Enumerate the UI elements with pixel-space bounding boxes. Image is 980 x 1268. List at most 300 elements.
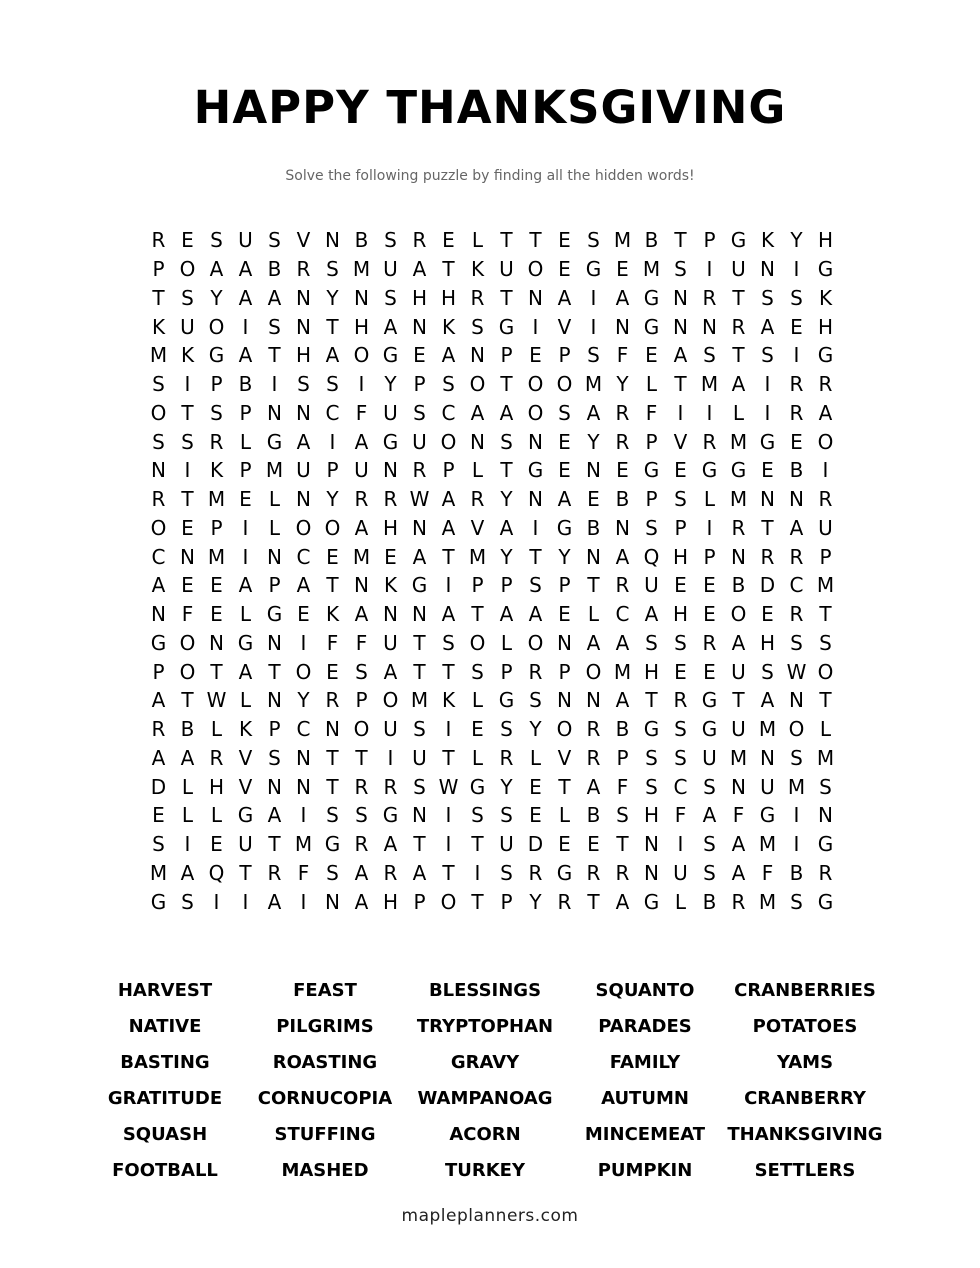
grid-letter: O xyxy=(208,314,225,339)
grid-letter: U xyxy=(180,314,195,339)
grid-letter: F xyxy=(355,400,368,425)
grid-letter: W xyxy=(438,774,459,799)
grid-letter: A xyxy=(412,257,427,282)
grid-letter: N xyxy=(615,314,630,339)
grid-letter: B xyxy=(180,717,195,742)
grid-letter: F xyxy=(645,400,658,425)
grid-letter: V xyxy=(470,515,485,540)
grid-letter: A xyxy=(789,515,804,540)
grid-letter: B xyxy=(615,717,630,742)
grid-letter: T xyxy=(152,285,165,310)
grid-letter: S xyxy=(529,688,542,713)
grid-letter: D xyxy=(150,774,167,799)
word-list-item: HARVEST xyxy=(117,979,213,1001)
grid-letter: O xyxy=(324,515,341,540)
grid-letter: Y xyxy=(297,688,310,713)
grid-letter: R xyxy=(499,745,514,770)
grid-letter: S xyxy=(674,257,687,282)
grid-letter: A xyxy=(325,343,340,368)
grid-letter: S xyxy=(152,429,165,454)
grid-letter: I xyxy=(474,860,481,885)
grid-letter: T xyxy=(268,343,281,368)
grid-letter: R xyxy=(296,257,311,282)
grid-letter: E xyxy=(703,602,716,627)
grid-letter: P xyxy=(616,745,629,770)
grid-letter: H xyxy=(643,803,660,828)
grid-letter: G xyxy=(643,717,660,742)
grid-letter: G xyxy=(411,573,428,598)
grid-letter: S xyxy=(500,803,513,828)
grid-letter: Y xyxy=(587,429,600,454)
grid-letter: L xyxy=(181,774,194,799)
grid-letter: T xyxy=(181,688,194,713)
grid-letter: R xyxy=(209,429,224,454)
grid-letter: S xyxy=(674,630,687,655)
grid-letter: I xyxy=(706,257,713,282)
grid-letter: R xyxy=(818,487,833,512)
grid-letter: R xyxy=(615,400,630,425)
grid-letter: K xyxy=(383,573,398,598)
grid-letter: U xyxy=(383,717,398,742)
grid-letter: G xyxy=(759,803,776,828)
grid-letter: W xyxy=(786,659,807,684)
grid-letter: N xyxy=(267,544,282,569)
grid-letter: P xyxy=(239,458,252,483)
word-list-item: PARADES xyxy=(598,1015,692,1037)
grid-letter: O xyxy=(527,257,544,282)
grid-letter: T xyxy=(587,573,600,598)
grid-letter: A xyxy=(238,343,253,368)
grid-letter: R xyxy=(818,372,833,397)
grid-letter: R xyxy=(586,717,601,742)
grid-letter: N xyxy=(151,458,166,483)
grid-letter: G xyxy=(266,429,283,454)
grid-letter: L xyxy=(819,717,832,742)
grid-letter: E xyxy=(703,659,716,684)
word-list-item: CRANBERRIES xyxy=(734,979,876,1001)
grid-letter: E xyxy=(587,487,600,512)
grid-letter: G xyxy=(266,602,283,627)
grid-letter: H xyxy=(382,889,399,914)
grid-letter: O xyxy=(469,372,486,397)
grid-letter: T xyxy=(355,745,368,770)
grid-letter: N xyxy=(267,774,282,799)
grid-letter: V xyxy=(557,314,572,339)
word-list-item: THANKSGIVING xyxy=(727,1123,883,1145)
grid-letter: A xyxy=(615,889,630,914)
grid-letter: R xyxy=(383,774,398,799)
grid-letter: F xyxy=(355,630,368,655)
grid-letter: A xyxy=(354,515,369,540)
grid-letter: N xyxy=(673,285,688,310)
grid-letter: E xyxy=(181,515,194,540)
grid-letter: S xyxy=(268,745,281,770)
grid-letter: N xyxy=(325,717,340,742)
grid-letter: T xyxy=(413,659,426,684)
grid-letter: E xyxy=(152,803,165,828)
grid-letter: E xyxy=(326,544,339,569)
grid-letter: Y xyxy=(500,774,513,799)
grid-letter: L xyxy=(268,515,281,540)
grid-letter: K xyxy=(238,717,253,742)
grid-letter: G xyxy=(208,343,225,368)
word-list-item: TRYPTOPHAN xyxy=(416,1015,554,1037)
grid-letter: A xyxy=(383,314,398,339)
grid-letter: A xyxy=(731,372,746,397)
grid-letter: N xyxy=(412,515,427,540)
grid-letter: E xyxy=(239,487,252,512)
grid-letter: E xyxy=(616,257,629,282)
grid-letter: C xyxy=(151,544,166,569)
instructions-subtitle: Solve the following puzzle by finding all the hidden words! xyxy=(285,168,695,184)
grid-letter: H xyxy=(353,314,370,339)
grid-letter: I xyxy=(184,832,191,857)
grid-letter: A xyxy=(296,429,311,454)
grid-letter: A xyxy=(702,803,717,828)
word-list-item: TURKEY xyxy=(444,1159,526,1181)
grid-letter: M xyxy=(410,688,429,713)
grid-letter: I xyxy=(532,515,539,540)
grid-letter: A xyxy=(238,285,253,310)
grid-letter: T xyxy=(819,688,832,713)
grid-letter: T xyxy=(500,228,513,253)
grid-letter: B xyxy=(354,228,369,253)
grid-letter: G xyxy=(382,803,399,828)
word-list-item: MINCEMEAT xyxy=(584,1123,706,1145)
grid-letter: G xyxy=(701,717,718,742)
grid-letter: G xyxy=(382,343,399,368)
grid-letter: R xyxy=(557,889,572,914)
grid-letter: N xyxy=(673,314,688,339)
word-list-item: ACORN xyxy=(449,1123,521,1145)
grid-letter: A xyxy=(441,602,456,627)
grid-letter: S xyxy=(471,659,484,684)
grid-letter: R xyxy=(702,285,717,310)
grid-letter: S xyxy=(529,573,542,598)
grid-letter: U xyxy=(731,659,746,684)
grid-letter: T xyxy=(181,400,194,425)
grid-letter: A xyxy=(267,889,282,914)
grid-letter: C xyxy=(615,602,630,627)
grid-letter: R xyxy=(789,602,804,627)
grid-letter: S xyxy=(616,803,629,828)
grid-letter: G xyxy=(527,458,544,483)
page-title: HAPPY THANKSGIVING xyxy=(193,81,787,134)
grid-letter: T xyxy=(268,832,281,857)
grid-letter: E xyxy=(674,659,687,684)
letter-grid xyxy=(144,226,840,916)
grid-letter: P xyxy=(471,573,484,598)
grid-letter: M xyxy=(729,745,748,770)
grid-letter: C xyxy=(789,573,804,598)
grid-letter: G xyxy=(585,257,602,282)
grid-letter: R xyxy=(731,515,746,540)
grid-letter: E xyxy=(645,343,658,368)
word-list-item: BLESSINGS xyxy=(428,979,542,1001)
grid-letter: V xyxy=(673,429,688,454)
grid-letter: W xyxy=(409,487,430,512)
grid-letter: A xyxy=(238,573,253,598)
grid-letter: L xyxy=(500,630,513,655)
grid-letter: G xyxy=(237,803,254,828)
grid-letter: S xyxy=(645,515,658,540)
grid-letter: S xyxy=(471,314,484,339)
grid-letter: A xyxy=(180,860,195,885)
grid-letter: T xyxy=(732,343,745,368)
grid-letter: T xyxy=(326,314,339,339)
grid-letter: M xyxy=(294,832,313,857)
word-list-item: YAMS xyxy=(776,1051,834,1073)
grid-letter: S xyxy=(819,774,832,799)
grid-letter: T xyxy=(616,832,629,857)
grid-letter: I xyxy=(793,257,800,282)
grid-letter: V xyxy=(238,774,253,799)
grid-letter: T xyxy=(442,860,455,885)
grid-letter: F xyxy=(616,774,629,799)
grid-letter: L xyxy=(239,688,252,713)
grid-letter: M xyxy=(700,372,719,397)
grid-letter: A xyxy=(731,832,746,857)
grid-letter: M xyxy=(758,832,777,857)
grid-letter: S xyxy=(703,860,716,885)
grid-letter: A xyxy=(731,860,746,885)
grid-letter: R xyxy=(702,630,717,655)
grid-letter: T xyxy=(500,372,513,397)
grid-letter: A xyxy=(412,544,427,569)
grid-letter: A xyxy=(151,573,166,598)
grid-letter: D xyxy=(527,832,544,857)
grid-letter: P xyxy=(500,343,513,368)
grid-letter: S xyxy=(181,429,194,454)
grid-letter: A xyxy=(383,832,398,857)
grid-letter: A xyxy=(354,889,369,914)
grid-letter: A xyxy=(818,400,833,425)
grid-letter: N xyxy=(731,774,746,799)
grid-letter: I xyxy=(445,803,452,828)
grid-letter: M xyxy=(729,429,748,454)
grid-letter: P xyxy=(500,573,513,598)
grid-letter: S xyxy=(442,630,455,655)
grid-letter: S xyxy=(703,343,716,368)
grid-letter: N xyxy=(354,285,369,310)
grid-letter: U xyxy=(731,717,746,742)
grid-letter: G xyxy=(643,285,660,310)
grid-letter: O xyxy=(295,659,312,684)
grid-letter: S xyxy=(790,745,803,770)
grid-letter: O xyxy=(527,372,544,397)
grid-letter: V xyxy=(557,745,572,770)
grid-letter: S xyxy=(645,745,658,770)
grid-letter: I xyxy=(793,803,800,828)
grid-letter: M xyxy=(149,343,168,368)
grid-letter: O xyxy=(817,429,834,454)
word-list-item: FEAST xyxy=(293,979,357,1001)
grid-letter: I xyxy=(242,889,249,914)
grid-letter: A xyxy=(615,544,630,569)
grid-letter: O xyxy=(179,630,196,655)
grid-letter: P xyxy=(645,487,658,512)
grid-letter: G xyxy=(817,257,834,282)
grid-letter: W xyxy=(206,688,227,713)
grid-letter: S xyxy=(790,285,803,310)
grid-letter: I xyxy=(300,803,307,828)
grid-letter: N xyxy=(325,889,340,914)
grid-letter: N xyxy=(296,745,311,770)
grid-letter: S xyxy=(558,400,571,425)
grid-letter: A xyxy=(209,257,224,282)
grid-letter: U xyxy=(412,745,427,770)
grid-letter: N xyxy=(760,487,775,512)
word-list-item: NATIVE xyxy=(128,1015,202,1037)
grid-letter: Y xyxy=(529,717,542,742)
grid-letter: B xyxy=(789,458,804,483)
grid-letter: L xyxy=(210,803,223,828)
grid-letter: S xyxy=(703,832,716,857)
grid-letter: Y xyxy=(210,285,223,310)
grid-letter: H xyxy=(411,285,428,310)
word-list-item: GRATITUDE xyxy=(107,1087,223,1109)
grid-letter: K xyxy=(151,314,166,339)
grid-letter: B xyxy=(789,860,804,885)
grid-letter: A xyxy=(731,630,746,655)
grid-letter: N xyxy=(789,688,804,713)
grid-letter: T xyxy=(471,832,484,857)
grid-letter: H xyxy=(440,285,457,310)
word-list-item: STUFFING xyxy=(274,1123,376,1145)
grid-letter: P xyxy=(268,717,281,742)
grid-letter: S xyxy=(587,343,600,368)
grid-letter: E xyxy=(442,228,455,253)
grid-letter: N xyxy=(557,630,572,655)
word-list-item: MASHED xyxy=(281,1159,369,1181)
grid-letter: S xyxy=(326,257,339,282)
grid-letter: G xyxy=(643,314,660,339)
grid-letter: E xyxy=(674,458,687,483)
grid-letter: U xyxy=(383,257,398,282)
grid-letter: T xyxy=(558,774,571,799)
grid-letter: R xyxy=(151,487,166,512)
grid-letter: H xyxy=(382,515,399,540)
grid-letter: F xyxy=(181,602,194,627)
grid-letter: C xyxy=(296,717,311,742)
grid-letter: H xyxy=(759,630,776,655)
word-list-item: FOOTBALL xyxy=(112,1159,218,1181)
grid-letter: R xyxy=(615,573,630,598)
grid-letter: U xyxy=(760,774,775,799)
grid-letter: N xyxy=(296,285,311,310)
grid-letter: G xyxy=(150,630,167,655)
grid-letter: S xyxy=(674,717,687,742)
grid-letter: E xyxy=(558,458,571,483)
word-list-item: ROASTING xyxy=(272,1051,378,1073)
grid-letter: P xyxy=(645,429,658,454)
word-list-item: PUMPKIN xyxy=(597,1159,693,1181)
grid-letter: K xyxy=(209,458,224,483)
grid-letter: T xyxy=(819,602,832,627)
grid-letter: N xyxy=(644,860,659,885)
grid-letter: A xyxy=(615,630,630,655)
grid-letter: M xyxy=(207,487,226,512)
grid-letter: H xyxy=(672,544,689,569)
grid-letter: N xyxy=(789,487,804,512)
grid-letter: S xyxy=(355,659,368,684)
grid-letter: I xyxy=(184,372,191,397)
grid-letter: M xyxy=(758,717,777,742)
grid-letter: L xyxy=(239,429,252,454)
grid-letter: Q xyxy=(208,860,225,885)
grid-letter: R xyxy=(383,860,398,885)
grid-letter: O xyxy=(817,659,834,684)
word-list-item: POTATOES xyxy=(752,1015,858,1037)
word-list-item: SETTLERS xyxy=(754,1159,856,1181)
grid-letter: A xyxy=(296,573,311,598)
grid-letter: B xyxy=(267,257,282,282)
grid-letter: A xyxy=(760,688,775,713)
grid-letter: R xyxy=(528,659,543,684)
grid-letter: T xyxy=(326,774,339,799)
grid-letter: U xyxy=(238,832,253,857)
grid-letter: C xyxy=(441,400,456,425)
grid-letter: G xyxy=(556,515,573,540)
grid-letter: O xyxy=(150,400,167,425)
grid-letter: R xyxy=(209,745,224,770)
grid-letter: K xyxy=(325,602,340,627)
grid-letter: Y xyxy=(616,372,629,397)
grid-letter: S xyxy=(326,860,339,885)
word-list-item: WAMPANOAG xyxy=(417,1087,553,1109)
grid-letter: K xyxy=(818,285,833,310)
grid-letter: S xyxy=(413,400,426,425)
grid-letter: F xyxy=(616,343,629,368)
grid-letter: B xyxy=(586,515,601,540)
grid-letter: G xyxy=(817,832,834,857)
grid-letter: G xyxy=(701,688,718,713)
word-list-item: AUTUMN xyxy=(601,1087,689,1109)
grid-letter: N xyxy=(296,487,311,512)
grid-letter: R xyxy=(731,889,746,914)
grid-letter: E xyxy=(761,602,774,627)
grid-letter: N xyxy=(325,228,340,253)
grid-letter: T xyxy=(587,889,600,914)
grid-letter: T xyxy=(442,257,455,282)
word-list xyxy=(85,972,885,1188)
grid-letter: T xyxy=(732,285,745,310)
grid-letter: S xyxy=(790,630,803,655)
grid-letter: Q xyxy=(643,544,660,569)
grid-letter: I xyxy=(677,400,684,425)
grid-letter: S xyxy=(268,228,281,253)
grid-letter: A xyxy=(354,602,369,627)
grid-letter: U xyxy=(296,458,311,483)
grid-letter: R xyxy=(702,429,717,454)
word-list-item: CORNUCOPIA xyxy=(257,1087,393,1109)
grid-letter: I xyxy=(445,832,452,857)
grid-letter: P xyxy=(152,257,165,282)
grid-letter: L xyxy=(268,487,281,512)
grid-letter: T xyxy=(442,745,455,770)
grid-letter: N xyxy=(267,688,282,713)
grid-letter: I xyxy=(445,573,452,598)
grid-letter: T xyxy=(500,285,513,310)
grid-letter: H xyxy=(672,602,689,627)
grid-letter: B xyxy=(731,573,746,598)
grid-letter: O xyxy=(556,372,573,397)
grid-letter: T xyxy=(500,458,513,483)
grid-letter: K xyxy=(180,343,195,368)
grid-letter: T xyxy=(181,487,194,512)
grid-letter: R xyxy=(354,774,369,799)
grid-letter: A xyxy=(238,659,253,684)
